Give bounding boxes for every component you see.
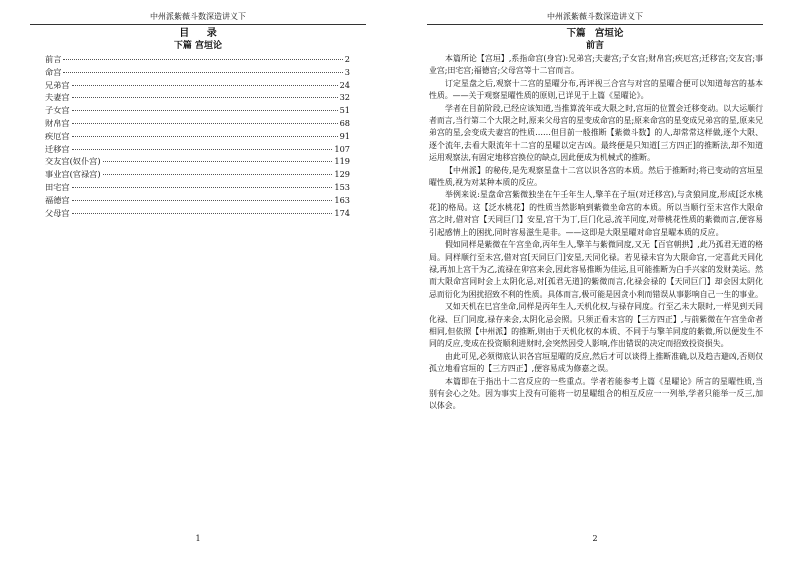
toc-item-label: 迁移宫	[45, 143, 70, 154]
toc-dot-leader	[72, 85, 338, 86]
toc-dot-leader	[72, 187, 333, 188]
toc-item-label: 前言	[45, 54, 62, 64]
paragraph: 举例来说:星盘命宫紫微独坐在午壬年生人,擎羊在子垣(对迁移宫),与贪狼同度,形成[泛水桃花]的格局。这【泛水桃花】的性质当然影响到紫微坐命宫的本质。所以当顺行至末宫作大限命宫之时,借对宫【天同巨门】安星,宫干为丁,巨门化忌,流羊同度,对带桃花性质的紫微而言,便容易引起感情上的困扰,同时容易滋生是非。——这即是大限星曜对命宫星曜本质的反应。	[429, 190, 763, 237]
toc-item[interactable]	[45, 53, 350, 66]
page-number: 1	[195, 534, 201, 543]
page-2	[397, 0, 793, 561]
toc-item-page: 32	[339, 92, 350, 103]
toc-dot-leader	[103, 161, 333, 162]
toc-list	[45, 53, 350, 219]
toc-item[interactable]	[45, 79, 350, 92]
toc-item[interactable]	[45, 143, 350, 156]
toc-item-page: 91	[339, 130, 350, 141]
toc-dot-leader	[72, 123, 338, 124]
toc-item-page: 24	[339, 79, 350, 90]
running-header: 中州派紫薇斗数深造讲义下	[30, 12, 366, 25]
toc-item[interactable]	[45, 181, 350, 194]
section-title: 前言	[585, 41, 604, 51]
toc-item-label: 夫妻宫	[45, 92, 70, 103]
part-title: 下篇 宫垣论	[566, 28, 624, 39]
toc-item-label: 财帛宫	[45, 117, 70, 128]
page-number: 2	[592, 534, 598, 543]
page-1	[0, 0, 396, 561]
toc-item-label: 兄弟宫	[45, 79, 70, 90]
paragraph: 本篇即在于指出十二宫反应的一些重点。学者若能参考上篇《星曜论》所言的星曜性质,当别有会心之处。因为事实上没有可能将一切星曜组合的相互反应一一列举,学者只能举一反三,加以体会。	[429, 376, 763, 411]
toc-dot-leader	[72, 213, 333, 214]
toc-item[interactable]	[45, 117, 350, 130]
toc-item-label: 命宫	[45, 66, 62, 77]
toc-dot-leader	[63, 72, 342, 73]
toc-item-label: 父母宫	[45, 207, 70, 218]
toc-item-label: 交友宫(奴仆宫)	[45, 156, 101, 167]
paragraph: 假如同样是紫微在午宫坐命,丙年生人,擎羊与紫微同度,又无【百官朝拱】,此乃孤君无道的格局。同样顺行至未宫,借对宫[天同巨门]安星,天同化禄。若见禄未宫为大限命宫,一定喜此天同化禄,再加上宫干为乙,流禄在卯宫来会,因此容易推断为佳运,且可能推断为白手兴家的发财美运。然而大限命宫同时会上太阴化忌,对[孤君无道]的紫微而言,化禄会禄的【天同巨门】却会因太阴化忌而衍化为困扰招致不利的性质。具体而言,极可能是因贪小利而错误从事影响自己一生的事业。	[429, 240, 763, 299]
paragraph: 本篇所论【宫垣】,系指命宫(身宫):兄弟宫;夫妻宫;子女宫;财帛宫;疾厄宫;迁移宫;交友宫;事业宫;田宅宫;福德宫;父母宫等十二宫而言。	[429, 54, 763, 76]
running-header: 中州派紫薇斗数深造讲义下	[427, 12, 763, 25]
paragraph: 由此可见,必须彻底认识各宫垣星曜的反应,然后才可以谈得上推断准确,以及趋吉避凶,否则仅孤立地看宫垣的【三方四正】,便容易成为修嘉之误。	[429, 351, 763, 374]
toc-dot-leader	[63, 59, 342, 60]
toc-item[interactable]	[45, 207, 350, 220]
toc-item-page: 107	[334, 143, 350, 154]
toc-item-page: 163	[334, 194, 350, 205]
toc-dot-leader	[72, 200, 333, 201]
toc-item[interactable]	[45, 168, 350, 181]
toc-subtitle: 下篇 宫垣论	[173, 41, 223, 51]
toc-item[interactable]	[45, 155, 350, 168]
toc-item-page: 153	[334, 181, 350, 192]
toc-dot-leader	[72, 136, 338, 137]
toc-item[interactable]	[45, 91, 350, 104]
toc-item[interactable]	[45, 194, 350, 207]
toc-item-page: 129	[334, 169, 350, 180]
toc-item[interactable]	[45, 104, 350, 117]
toc-item-label: 福德宫	[45, 194, 70, 205]
paragraph: 【中州派】的秘传,是先观察星盘十二宫以识各宫的本质。然后于推断时;将已变动的宫垣星曜性质,视为对某种本质的反应。	[429, 165, 763, 188]
body-text	[429, 53, 763, 413]
toc-title: 目 录	[179, 28, 217, 39]
toc-item-label: 事业宫(官禄宫)	[45, 169, 101, 180]
toc-dot-leader	[72, 149, 333, 150]
toc-item[interactable]	[45, 66, 350, 79]
toc-item-page: 3	[344, 66, 350, 77]
toc-item[interactable]	[45, 130, 350, 143]
toc-item-page: 2	[344, 54, 350, 64]
toc-item-page: 68	[339, 117, 350, 128]
paragraph: 订定星盘之后,观察十二宫的星曜分布,再评视三合宫与对宫的星曜合便可以知道每宫的基本性质。——关于观察星曜性质的原则,已详见于上篇《星曜论》。	[429, 78, 763, 101]
paragraph: 学者在目前阶段,已经应该知道,当推算流年或大限之时,宫垣的位置会迁移变动。以大运顺行者而言,当行第二个大限之时,原来父母宫的星变成命宫的星;原来命宫的星变成兄弟宫的星,原来兄弟宫的星,会变成夫妻宫的性质……但目前一般推断【紫微斗数】的人,却常常这样做,逐个大限、逐个流年,去看大限流年十二宫的星曜以定吉凶。最终便是只知道[三方四正]的推断法,却不知道运用观察法,有固定地移宫换位的缺点,因此便成为机械式的推断。	[429, 103, 763, 163]
toc-item-label: 田宅宫	[45, 181, 70, 192]
toc-item-page: 119	[334, 156, 350, 167]
toc-dot-leader	[72, 97, 338, 98]
toc-item-label: 疾厄宫	[45, 130, 70, 141]
paragraph: 又如天机在巳宫坐命,同样是丙年生人,天机化权,与禄存同度。行至乙未大限时,一样见到天同化禄、巨门同度,禄存来会,太阴化忌会照。只须正看末宫的【三方四正】,与前紫微在午宫坐命者相同,但依照【中州派】的推断,则由于天机化权的本质、不同于与擎羊同度的紫微,所以便发生不同的反应,变成在投资顺利进财时,会突然因受人影响,作出错误的决定而招致投资损失。	[429, 302, 763, 349]
toc-item-page: 51	[339, 105, 350, 116]
toc-item-page: 174	[334, 207, 350, 218]
toc-dot-leader	[103, 174, 333, 175]
toc-item-label: 子女宫	[45, 105, 70, 116]
toc-dot-leader	[72, 110, 338, 111]
